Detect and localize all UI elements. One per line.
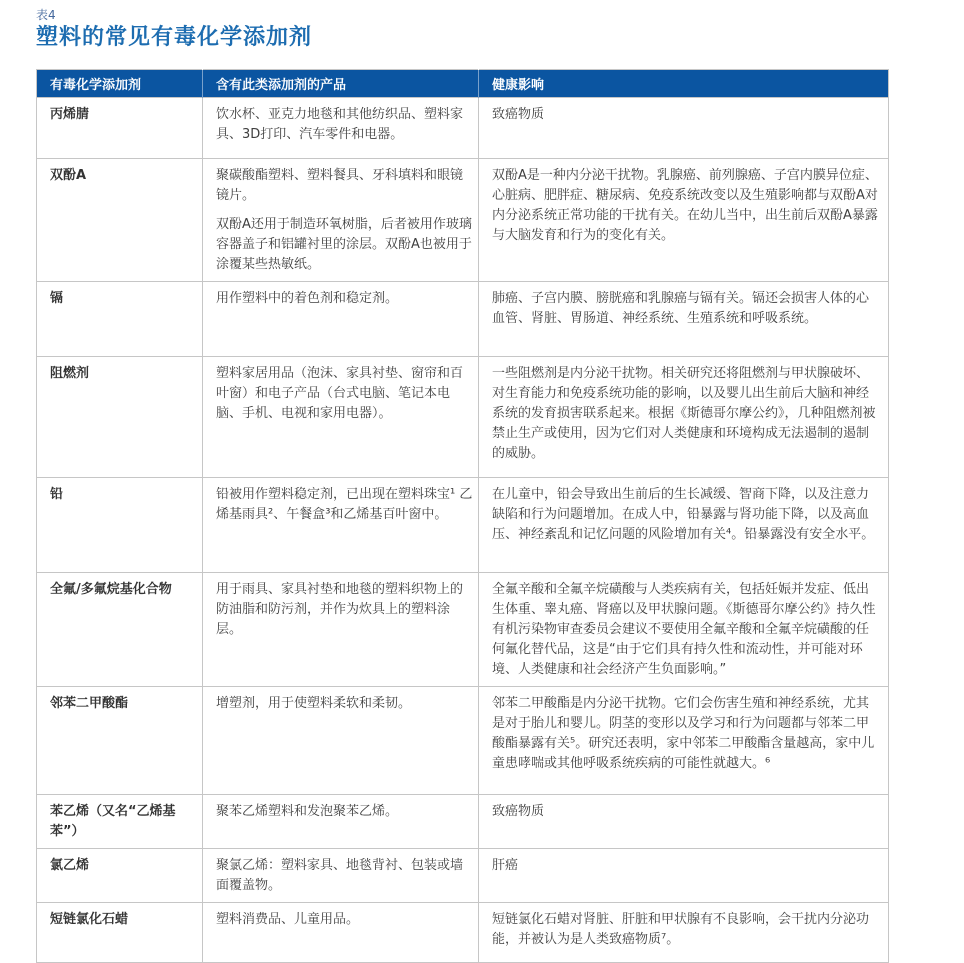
products-cell [203, 573, 479, 687]
health-cell [479, 687, 889, 795]
products-cell [203, 478, 479, 573]
table-row [37, 687, 889, 795]
products-text: 聚氯乙烯：塑料家具、地毯背衬、包装或墙面覆盖物。 [216, 858, 464, 893]
table-row [37, 159, 889, 282]
products-cell [203, 903, 479, 963]
health-cell [479, 478, 889, 573]
additive-name: 镉 [37, 282, 203, 357]
health-cell [479, 573, 889, 687]
additive-name: 丙烯腈 [37, 98, 203, 159]
products-cell [203, 357, 479, 478]
additive-name: 全氟/多氟烷基化合物 [37, 573, 203, 687]
health-text: 全氟辛酸和全氟辛烷磺酸与人类疾病有关，包括妊娠并发症、低出生体重、睾丸癌、肾癌以及甲状腺问题。《斯德哥尔摩公约》持久性有机污染物审查委员会建议不要使用全氟辛酸和全氟辛烷磺酸的任何氟化替代品，这是“由于它们具有持久性和流动性，并可能对环境、人类健康和社会经济产生负面影响。” [492, 582, 876, 677]
products-text: 铅被用作塑料稳定剂，已出现在塑料珠宝¹ 乙烯基雨具²、午餐盒³和乙烯基百叶窗中。 [216, 487, 473, 522]
column-header-health: 健康影响 [479, 70, 889, 98]
health-text: 肺癌、子宫内膜、膀胱癌和乳腺癌与镉有关。镉还会损害人体的心血管、肾脏、胃肠道、神经系统、生殖系统和呼吸系统。 [492, 291, 870, 326]
page-title: 塑料的常见有毒化学添加剂 [36, 25, 313, 50]
products-cell [203, 849, 479, 903]
table-row [37, 478, 889, 573]
table-row [37, 795, 889, 849]
additive-name: 氯乙烯 [37, 849, 203, 903]
table-number-label: 表4 [36, 8, 56, 22]
health-cell [479, 282, 889, 357]
products-text: 塑料消费品、儿童用品。 [216, 912, 360, 927]
health-text: 在儿童中，铅会导致出生前后的生长减缓、智商下降，以及注意力缺陷和行为问题增加。在成人中，铅暴露与肾功能下降，以及高血压、神经紊乱和记忆问题的风险增加有关⁴。铅暴露没有安全水平。 [492, 487, 875, 542]
products-text: 聚碳酸酯塑料、塑料餐具、牙科填料和眼镜镜片。 [216, 168, 464, 203]
additive-name: 邻苯二甲酸酯 [37, 687, 203, 795]
products-text: 用作塑料中的着色剂和稳定剂。 [216, 291, 399, 306]
products-cell [203, 687, 479, 795]
health-text: 一些阻燃剂是内分泌干扰物。相关研究还将阻燃剂与甲状腺破坏、对生育能力和免疫系统功能的影响，以及婴儿出生前后大脑和神经系统的发育损害联系起来。根据《斯德哥尔摩公约》，几种阻燃剂被禁止生产或使用，因为它们对人类健康和环境构成无法遏制的遏制的威胁。 [492, 366, 876, 461]
health-text: 双酚A是一种内分泌干扰物。乳腺癌、前列腺癌、子宫内膜异位症、心脏病、肥胖症、糖尿病、免疫系统改变以及生殖影响都与双酚A对内分泌系统正常功能的干扰有关。在幼儿当中，出生前后双酚A暴露与大脑发育和行为的变化有关。 [492, 168, 878, 243]
products-cell [203, 282, 479, 357]
health-cell [479, 795, 889, 849]
health-text: 短链氯化石蜡对肾脏、肝脏和甲状腺有不良影响，会干扰内分泌功能，并被认为是人类致癌物质⁷。 [492, 912, 870, 947]
health-cell [479, 903, 889, 963]
products-text: 饮水杯、亚克力地毯和其他纺织品、塑料家具、3D打印、汽车零件和电器。 [216, 107, 464, 142]
products-cell [203, 98, 479, 159]
document-page [36, 8, 928, 963]
column-header-products: 含有此类添加剂的产品 [203, 70, 479, 98]
health-text: 致癌物质 [492, 804, 545, 819]
health-cell [479, 357, 889, 478]
health-cell [479, 159, 889, 282]
table-row [37, 849, 889, 903]
toxic-additives-table [36, 69, 889, 963]
products-text: 增塑剂，用于使塑料柔软和柔韧。 [216, 696, 412, 711]
products-cell [203, 795, 479, 849]
additive-name: 铅 [37, 478, 203, 573]
table-row [37, 282, 889, 357]
additive-name: 短链氯化石蜡 [37, 903, 203, 963]
health-text: 致癌物质 [492, 107, 545, 122]
additive-name: 阻燃剂 [37, 357, 203, 478]
table-row [37, 903, 889, 963]
products-text: 聚苯乙烯塑料和发泡聚苯乙烯。 [216, 804, 399, 819]
products-cell [203, 159, 479, 282]
health-cell [479, 98, 889, 159]
health-text: 邻苯二甲酸酯是内分泌干扰物。它们会伤害生殖和神经系统，尤其是对于胎儿和婴儿。阴茎的变形以及学习和行为问题都与邻苯二甲酸酯暴露有关⁵。研究还表明，家中邻苯二甲酸酯含量越高，家中儿童患哮喘或其他呼吸系统疾病的可能性就越大。⁶ [492, 696, 875, 771]
table-row [37, 98, 889, 159]
table-header-row [37, 70, 889, 98]
products-text: 用于雨具、家具衬垫和地毯的塑料织物上的防油脂和防污剂，并作为炊具上的塑料涂层。 [216, 582, 464, 637]
table-row [37, 573, 889, 687]
additive-name: 苯乙烯（又名“乙烯基苯”） [37, 795, 203, 849]
additive-name: 双酚A [37, 159, 203, 282]
health-text: 肝癌 [492, 858, 519, 873]
health-cell [479, 849, 889, 903]
table-row [37, 357, 889, 478]
column-header-additive: 有毒化学添加剂 [37, 70, 203, 98]
products-text: 塑料家居用品（泡沫、家具衬垫、窗帘和百叶窗）和电子产品（台式电脑、笔记本电脑、手机、电视和家用电器）。 [216, 366, 464, 421]
products-text: 双酚A还用于制造环氧树脂，后者被用作玻璃容器盖子和铝罐衬里的涂层。双酚A也被用于涂覆某些热敏纸。 [216, 217, 472, 272]
